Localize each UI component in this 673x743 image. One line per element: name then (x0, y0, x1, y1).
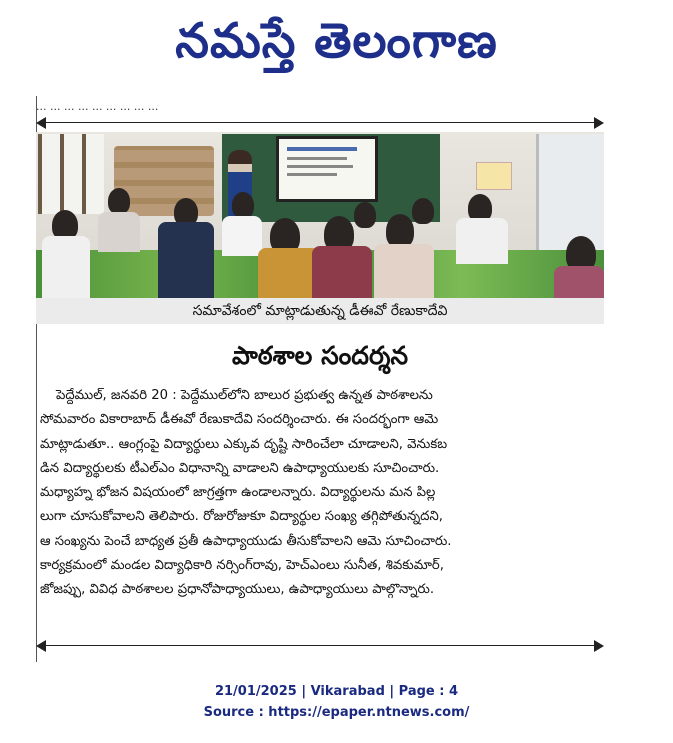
article-line: డిన విద్యార్థులకు టీఎల్‌ఎం విధానాన్ని వాడాలని ఉపాధ్యాయులకు సూచించారు. (40, 460, 440, 476)
article-headline: పాఠశాల సందర్శన (231, 341, 408, 370)
article-line: పెద్దేముల్‌, జనవరి 20 : పెద్దేముల్‌లోని బాలుర ప్రభుత్వ ఉన్నత పాఠశాలను (56, 388, 433, 403)
footer-date-edition: 21/01/2025 | Vikarabad | Page : 4 (214, 684, 459, 699)
article-body (40, 384, 602, 603)
footer-source: Source : https://epaper.ntnews.com/ (203, 705, 470, 720)
photo-caption: సమావేశంలో మాట్లాడుతున్న డీఈవో రేణుకాదేవి (36, 298, 604, 324)
article-line: కార్యక్రమంలో మండల విద్యాధికారి నర్సింగ్‌రావు, హెచ్‌ఎంలు సునీత, శివకుమార్‌, (40, 558, 444, 574)
cut-text-line: ... ... ... ... ... ... ... ... ... (36, 100, 159, 113)
article-line: మాట్లాడుతూ.. ఆంగ్లంపై విద్యార్థులు ఎక్కువ దృష్టి సారించేలా చూడాలని, వెనుకబ (40, 436, 448, 452)
article-line: ఆ సంఖ్యను పెంచే బాధ్యత ప్రతీ ఉపాధ్యాయుడు తీసుకోవాలని ఆమె సూచించారు. (40, 533, 452, 549)
top-divider-arrow (36, 117, 604, 129)
bottom-divider-arrow (36, 640, 604, 652)
article-line: మధ్యాహ్న భోజన విషయంలో జాగ్రత్తగా ఉండాలన్నారు. విద్యార్థులను మన పిల్ల (40, 485, 436, 501)
article-line: జోజప్పు, వివిధ పాఠశాలల ప్రధానోపాధ్యాయులు, ఉపాధ్యాయులు పాల్గొన్నారు. (40, 582, 435, 598)
newspaper-masthead: నమస్తే తెలంగాణ (175, 13, 498, 69)
article-line: సోమవారం వికారాబాద్‌ డీఈవో రేణుకాదేవి సందర్శించారు. ఈ సందర్భంగా ఆమె (40, 412, 439, 428)
article-line: లుగా చూసుకోవాలని తెలిపారు. రోజురోజుకూ విద్యార్థుల సంఖ్య తగ్గిపోతున్నదని, (40, 509, 443, 525)
article-photo (36, 132, 604, 298)
